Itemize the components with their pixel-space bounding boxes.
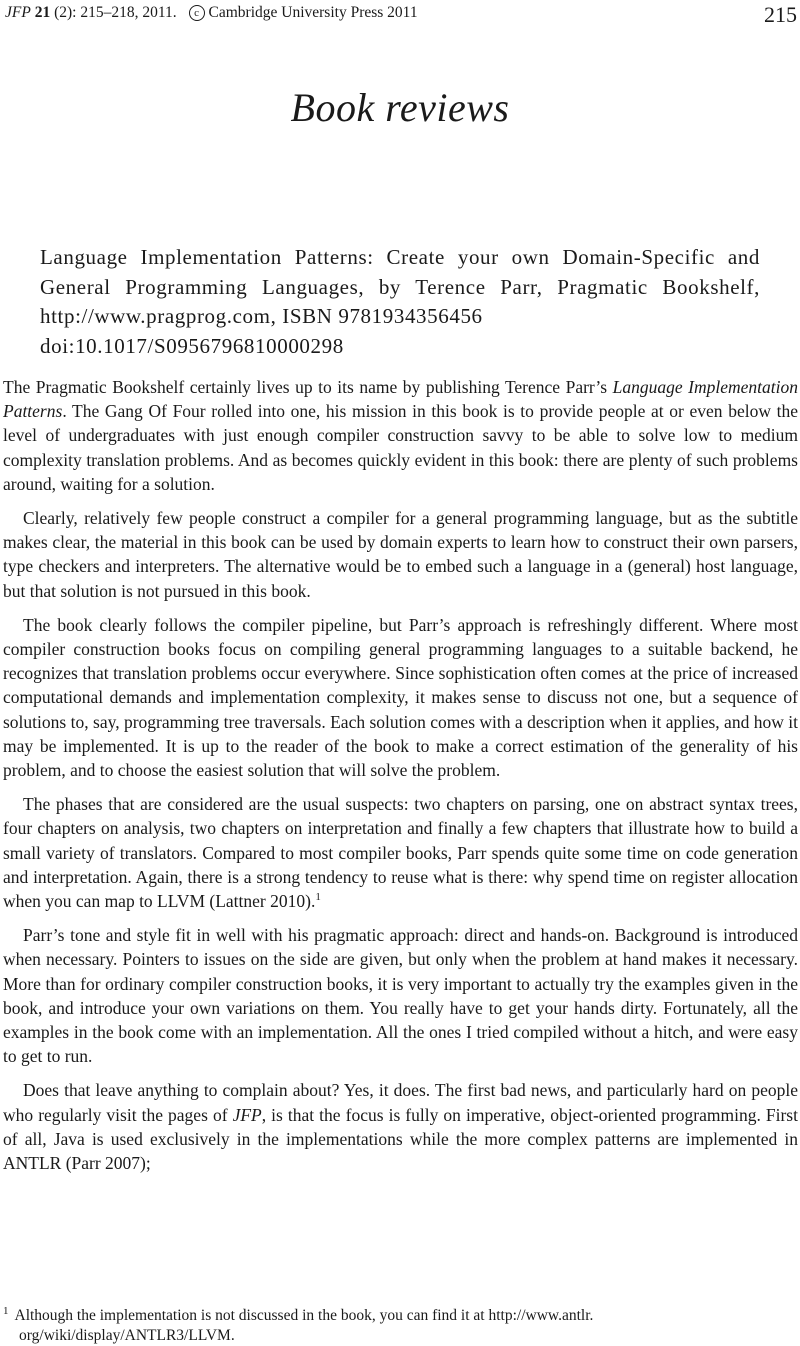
paragraph: The book clearly follows the compiler pipeline, but Parr’s approach is refreshingly different. Where most compiler construction books focus on compiling general programming languages to a suitable backend, he recognizes that translation problems occur everywhere. Since sophistication often comes at the price of increased computational demands and implementation complexity, it makes sense to discuss not one, but a sequence of solutions to, say, programming tree traversals. Each solution comes with a description when it applies, and how it may be implemented. It is up to the reader of the book to make a correct estimation of the generality of his problem, and to choose the easiest solution that will solve the problem. [3, 614, 798, 781]
footnote-mark: 1 [3, 1305, 9, 1317]
running-head [5, 2, 797, 28]
paragraph: The phases that are considered are the usual suspects: two chapters on parsing, one on abstract syntax trees, four chapters on analysis, two chapters on interpretation and finally a few chapters that illustrate how to build a small variety of translators. Compared to most compiler books, Parr spends quite some time on code generation and interpretation. Again, there is a strong tendency to reuse what is there: why spend time on register allocation when you can map to LLVM (Lattner 2010).$^1$ [3, 794, 798, 912]
paragraph: Does that leave anything to complain about? Yes, it does. The first bad news, and particularly hard on people who regularly visit the pages of JFP, is that the focus is fully on imperative, object-oriented programming. First of all, Java is used exclusively in the implementations while the more complex patterns are implemented in ANTLR (Parr 2007); [3, 1080, 798, 1174]
publisher: Cambridge University Press 2011 [208, 4, 418, 21]
footnote-text-continued: org/wiki/display/ANTLR3/LLVM. [19, 1327, 235, 1344]
citation-line: General Programming Languages, by Terence Parr, Pragmatic Bookshelf, [40, 274, 760, 299]
footnote [3, 1301, 798, 1346]
paragraph: Clearly, relatively few people construct a compiler for a general programming language, but as the subtitle makes clear, the material in this book can be used by domain experts to learn how to construct their own parsers, type checkers and interpreters. The alternative would be to embed such a language in a (general) host language, but that solution is not pursued in this book. [3, 508, 798, 601]
journal-name: JFP [5, 4, 31, 21]
review-body [3, 375, 798, 1175]
paragraph: Parr’s tone and style fit in well with his pragmatic approach: direct and hands-on. Background is introduced when necessary. Pointers to issues on the side are given, but only when the problem at hand makes it necessary. More than for ordinary compiler construction books, it is very important to actually try the examples given in the book, and introduce your own variations on them. You really have to get your hands dirty. Fortunately, all the examples in the book come with an implementation. All the ones I tried compiled without a hitch, and were easy to get to run. [3, 925, 798, 1067]
footnote-text: Although the implementation is not discussed in the book, you can find it at http://www.antlr. [14, 1307, 594, 1324]
copyright-icon: c [189, 5, 205, 21]
book-title-emphasis: Language Implementation Patterns [3, 377, 799, 422]
footnote-reference: 1 [315, 891, 321, 904]
citation-line: http://www.pragprog.com, ISBN 9781934356456 [40, 304, 483, 328]
page-number: 215 [764, 2, 797, 27]
book-citation [40, 243, 760, 361]
running-head-citation [5, 4, 418, 22]
issue-pages: (2): 215–218, 2011. [54, 4, 177, 21]
journal-volume: 21 [34, 4, 51, 21]
paragraph: The Pragmatic Bookshelf certainly lives up to its name by publishing Terence Parr’s Language Implementation Patterns. The Gang Of Four rolled into one, his mission in this book is to provide people at or even below the level of undergraduates with just enough compiler construction savvy to be able to solve low to medium complexity translation problems. And as becomes quickly evident in this book: there are plenty of such problems around, waiting for a solution. [3, 377, 799, 494]
citation-line: Language Implementation Patterns: Create your own Domain-Specific and [40, 245, 760, 269]
section-title: Book reviews [290, 85, 510, 130]
journal-emphasis: JFP [232, 1104, 262, 1125]
citation-doi: doi:10.1017/S0956796810000298 [40, 333, 344, 358]
